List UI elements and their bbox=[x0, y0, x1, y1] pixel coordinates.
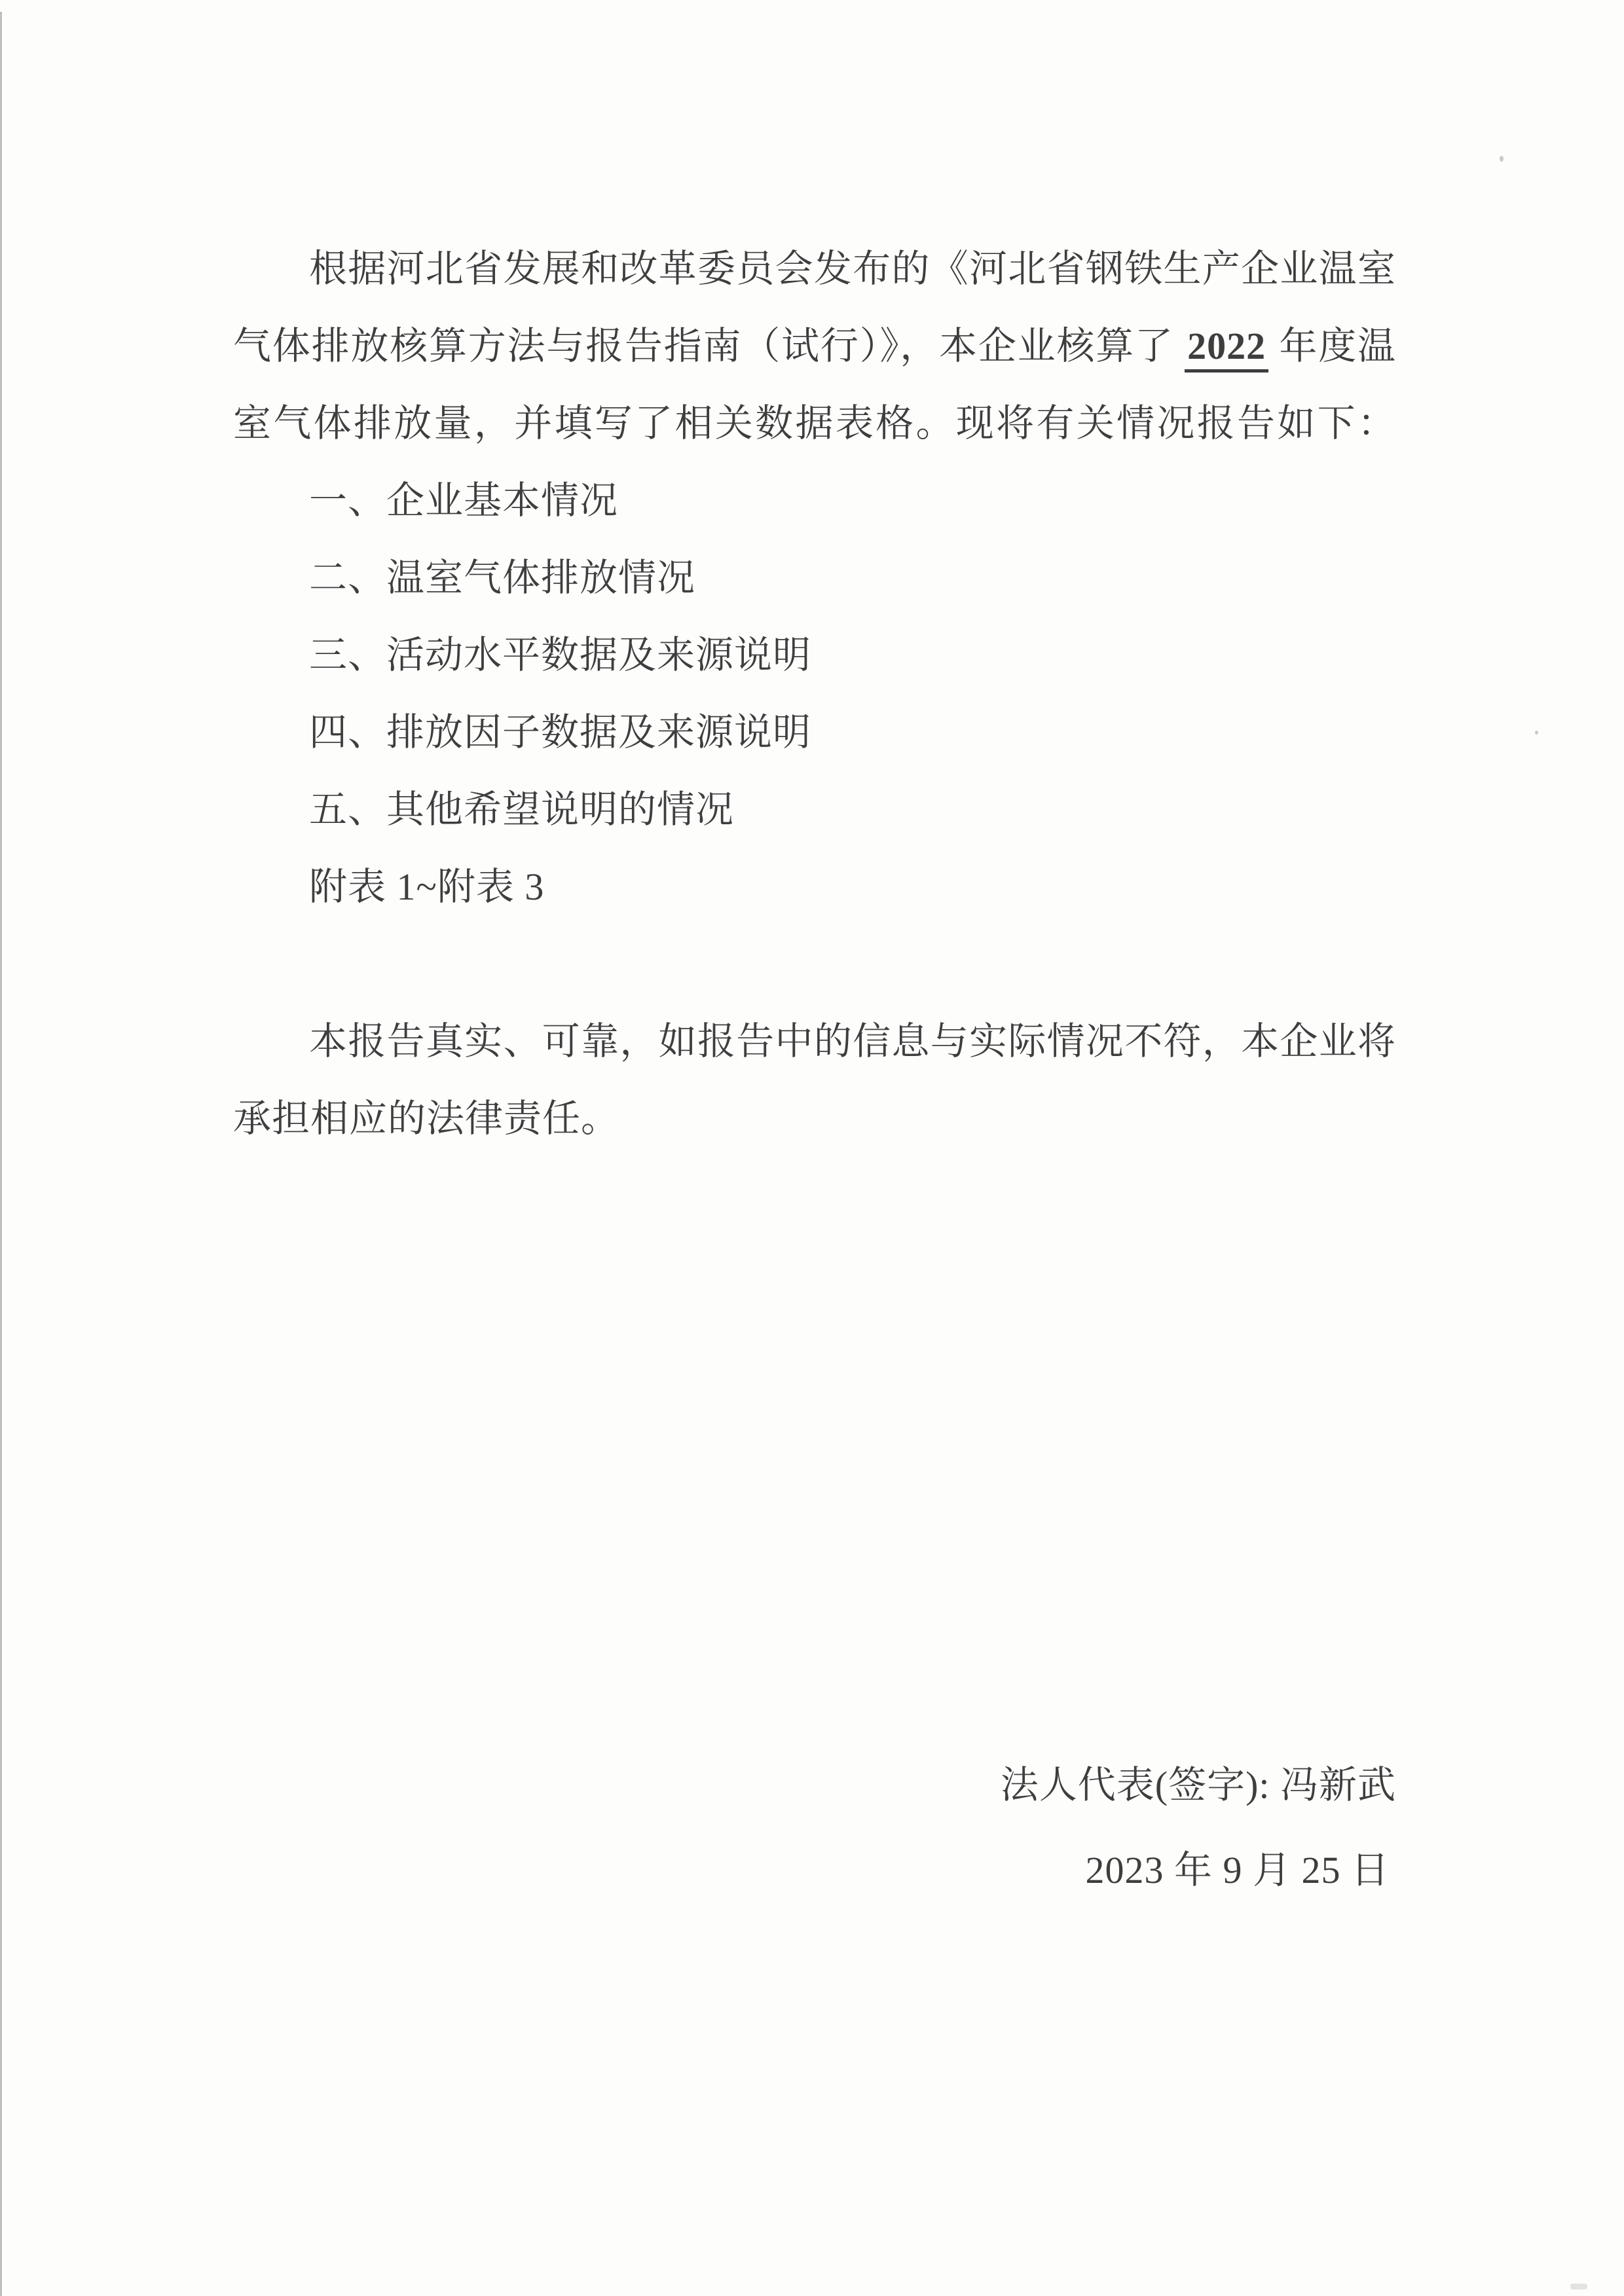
intro-line-2-pre: 气体排放核算方法与报告指南（试行）》，本企业核算了 bbox=[233, 325, 1185, 367]
scan-speck bbox=[1570, 2284, 1587, 2289]
declaration-paragraph-line-2: 承担相应的法律责任。 bbox=[233, 1097, 620, 1140]
legal-representative-signature: 法人代表(签字): 冯新武 bbox=[1000, 1764, 1396, 1806]
outline-item-3: 三、活动水平数据及来源说明 bbox=[309, 634, 812, 676]
document-body bbox=[233, 230, 1396, 1909]
report-year-underlined: 2022 bbox=[1185, 325, 1268, 373]
scan-speck bbox=[1500, 156, 1504, 162]
intro-paragraph-line-1: 根据河北省发展和改革委员会发布的《河北省钢铁生产企业温室 bbox=[309, 247, 1396, 290]
intro-paragraph-line-3: 室气体排放量，并填写了相关数据表格。现将有关情况报告如下： bbox=[233, 402, 1396, 445]
intro-line-2-post: 年度温 bbox=[1268, 325, 1396, 367]
outline-item-2: 二、温室气体排放情况 bbox=[309, 556, 696, 599]
blank-line bbox=[233, 926, 1396, 1003]
intro-paragraph-line-2 bbox=[233, 308, 1396, 385]
scan-speck bbox=[1535, 731, 1538, 735]
signature-date: 2023 年 9 月 25 日 bbox=[1085, 1849, 1390, 1891]
outline-item-1: 一、企业基本情况 bbox=[309, 479, 619, 522]
appendix-tables-line: 附表 1~附表 3 bbox=[309, 866, 545, 908]
scanner-edge-artifact bbox=[0, 12, 2, 2296]
blank-area bbox=[233, 1157, 1396, 1747]
outline-item-4: 四、排放因子数据及来源说明 bbox=[309, 711, 812, 754]
outline-item-5: 五、其他希望说明的情况 bbox=[309, 788, 735, 831]
declaration-paragraph-line-1: 本报告真实、可靠，如报告中的信息与实际情况不符，本企业将 bbox=[309, 1020, 1396, 1063]
